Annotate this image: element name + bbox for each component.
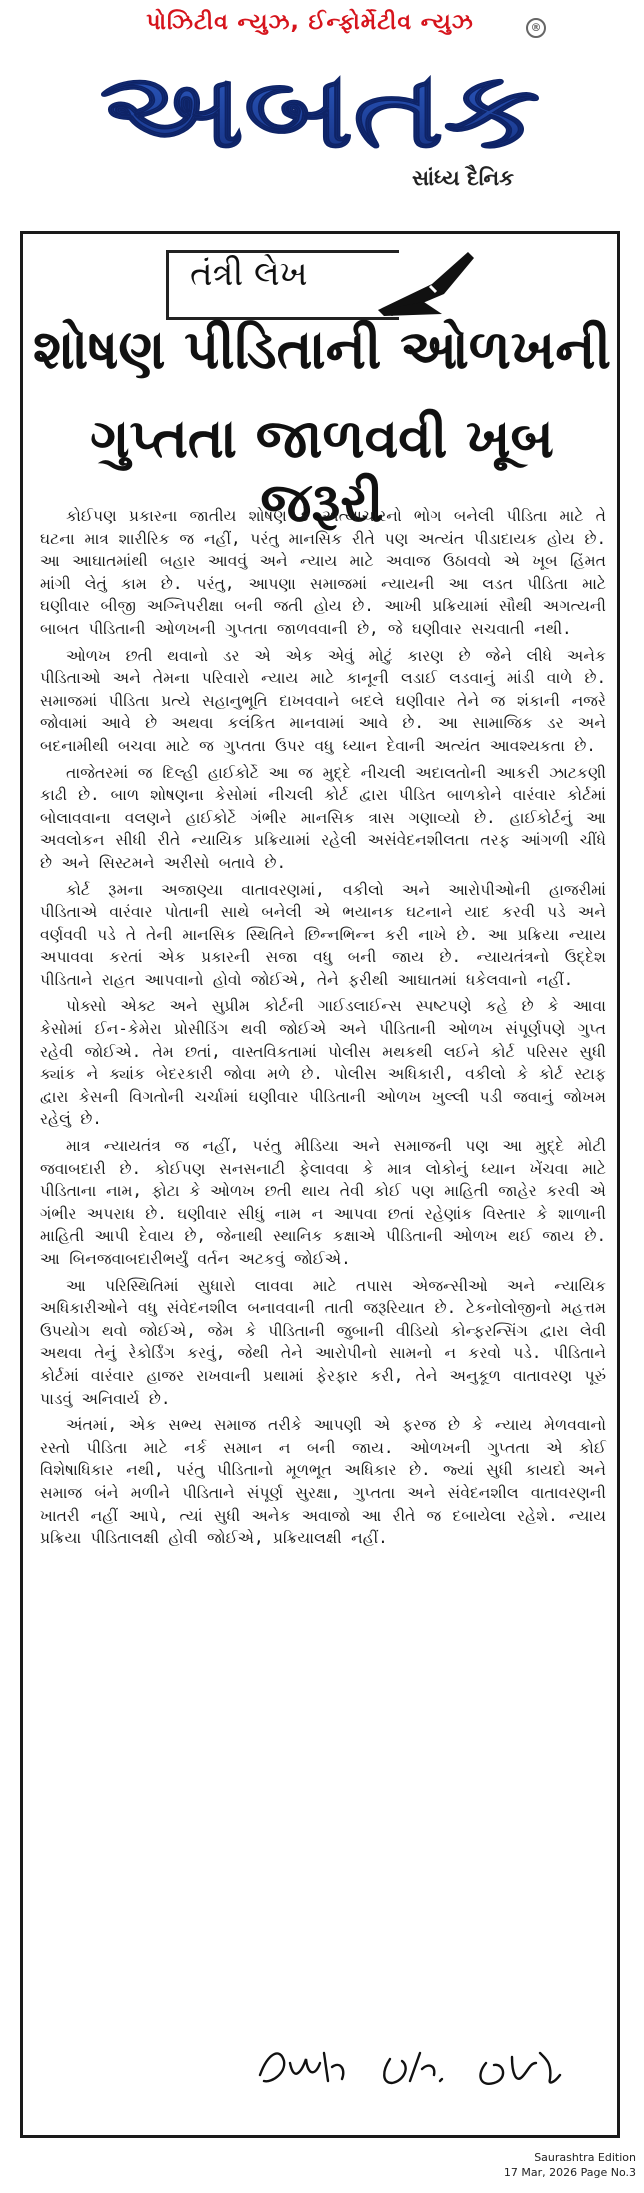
- paragraph: કોર્ટ રૂમના અજાણ્યા વાતાવરણમાં, વકીલો અને આરોપીઓની હાજરીમાં પીડિતાએ વારંવાર પોતાની સાથે બનેલી એ ભયાનક ઘટનાને યાદ કરવી પડે અને વર્ણવવી પડે તે તેની માનસિક સ્થિતિને છિન્નભિન્ન કરી નાખે છે. આ પ્રક્રિયા ન્યાય અપાવવા કરતાં એક પ્રકારની સજા વધુ બની જાય છે. ન્યાયતંત્રનો ઉદ્દેશ પીડિતાને રાહત આપવાનો હોવો જોઈએ, તેને ફરીથી આઘાતમાં ધકેલવાનો નહીં.: [40, 880, 606, 989]
- subhead: સાંધ્ય દૈનિક: [412, 166, 514, 190]
- paragraph: તાજેતરમાં જ દિલ્હી હાઈકોર્ટે આ જ મુદ્દે નીચલી અદાલતોની આકરી ઝાટકણી કાઢી છે. બાળ શોષણના કેસોમાં નીચલી કોર્ટ દ્વારા પીડિત બાળકોને વારંવાર કોર્ટમાં બોલાવવાના વલણને હાઈકોર્ટે ગંભીર માનસિક ત્રાસ ગણાવ્યો છે. હાઈકોર્ટનું આ અવલોકન સીધી રીતે ન્યાયિક પ્રક્રિયામાં રહેલી અસંવેદનશીલતા તરફ આંગળી ચીંધે છે અને સિસ્ટમને અરીસો બતાવે છે.: [40, 763, 606, 872]
- editorial-body: [40, 505, 606, 1554]
- paragraph: પોક્સો એક્ટ અને સુપ્રીમ કોર્ટની ગાઈડલાઈન્સ સ્પષ્ટપણે કહે છે કે આવા કેસોમાં ઈન-કેમેરા પ્રોસીડિંગ થવી જોઈએ અને પીડિતાની ઓળખ સંપૂર્ણપણે ગુપ્ત રહેવી જોઈએ. તેમ છતાં, વાસ્તવિકતામાં પોલીસ મથકથી લઈને કોર્ટ પરિસર સુધી ક્યાંક ને ક્યાંક બેદરકારી જોવા મળે છે. પોલીસ અધિકારી, વકીલો કે કોર્ટ સ્ટાફ દ્વારા કેસની વિગતોની ચર્ચામાં ઘણીવાર પીડિતાની ઓળખ ખુલ્લી પડી જવાનું જોખમ રહેલું છે.: [40, 997, 606, 1129]
- paragraph: ઓળખ છતી થવાનો ડર એ એક એવું મોટું કારણ છે જેને લીધે અનેક પીડિતાઓ અને તેમના પરિવારો ન્યાય માટે કાનૂની લડાઈ લડવાનું માંડી વાળે છે. સમાજમાં પીડિતા પ્રત્યે સહાનુભૂતિ દાખવવાને બદલે ઘણીવાર તેને જ શંકાની નજરે જોવામાં આવે છે અથવા કલંકિત માનવામાં આવે છે. આ સામાજિક ડર અને બદનામીથી બચવા માટે જ ગુપ્તતા ઉપર વધુ ધ્યાન દેવાની અત્યંત આવશ્યકતા છે.: [40, 646, 606, 755]
- section-label-text: તંત્રી લેખ: [190, 254, 308, 294]
- masthead: [0, 0, 644, 215]
- abtak-logo: [95, 54, 545, 164]
- edition-info: [504, 2150, 636, 2180]
- headline-line-2: ગુપ્તતા જાળવવી ખૂબ જરૂરી: [90, 407, 554, 534]
- registered-mark: ®: [526, 18, 546, 38]
- tagline: પોઝિટીવ ન્યુઝ, ઈન્ફોર્મેટીવ ન્યુઝ: [146, 10, 474, 35]
- section-label: [166, 244, 476, 324]
- paragraph: આ પરિસ્થિતિમાં સુધારો લાવવા માટે તપાસ એજન્સીઓ અને ન્યાયિક અધિકારીઓને વધુ સંવેદનશીલ બનાવવાની તાતી જરૂરિયાત છે. ટેકનોલોજીનો મહત્તમ ઉપયોગ થવો જોઈએ, જેમ કે પીડિતાની જુબાની વીડિયો કોન્ફરન્સિંગ દ્વારા લેવી અથવા તેનું રેકોર્ડિંગ કરવું, જેથી તેને આરોપીનો સામનો ન કરવો પડે. પીડિતાને કોર્ટમાં વારંવાર હાજર રાખવાની પ્રથામાં ફેરફાર કરી, તેને અનુકૂળ વાતાવરણ પૂરું પાડવું અનિવાર્ય છે.: [40, 1276, 606, 1408]
- paragraph: માત્ર ન્યાયતંત્ર જ નહીં, પરંતુ મીડિયા અને સમાજની પણ આ મુદ્દે મોટી જવાબદારી છે. કોઈપણ સનસનાટી ફેલાવવા કે માત્ર લોકોનું ધ્યાન ખેંચવા માટે પીડિતાના નામ, ફોટા કે ઓળખ છતી થાય તેવી કોઈ પણ માહિતી જાહેર કરવી એ ગંભીર અપરાધ છે. ઘણીવાર સીધું નામ ન આપવા છતાં રહેણાંક વિસ્તાર કે શાળાની માહિતી આપી દેવાય છે, જેનાથી સ્થાનિક કક્ષાએ પીડિતાની ઓળખ થઈ જાય છે. આ બિનજવાબદારીભર્યું વર્તન અટકવું જોઈએ.: [40, 1137, 606, 1268]
- paragraph: કોઈપણ પ્રકારના જાતીય શોષણ કે અત્યાચારનો ભોગ બનેલી પીડિતા માટે તે ઘટના માત્ર શારીરિક જ નહીં, પરંતુ માનસિક રીતે પણ અત્યંત પીડાદાયક હોય છે. આ આઘાતમાંથી બહાર આવવું અને ન્યાય માટે અવાજ ઉઠાવવો એ ખૂબ હિંમત માંગી લેતું કામ છે. પરંતુ, આપણા સમાજમાં ન્યાયની આ લડત પીડિતા માટે ઘણીવાર બીજી અગ્નિપરીક્ષા બની જતી હોય છે. આખી પ્રક્રિયામાં સૌથી અગત્યની બાબત પીડિતાની ઓળખની ગુપ્તતા જાળવવાની છે, જે ઘણીવાર સચવાતી નથી.: [40, 507, 606, 638]
- paragraph: અંતમાં, એક સભ્ય સમાજ તરીકે આપણી એ ફરજ છે કે ન્યાય મેળવવાનો રસ્તો પીડિતા માટે નર્ક સમાન ન બની જાય. ઓળખની ગુપ્તતા એ કોઈ વિશેષાધિકાર નથી, પરંતુ પીડિતાનો મૂળભૂત અધિકાર છે. જ્યાં સુધી કાયદો અને સમાજ બંને મળીને પીડિતાને સંપૂર્ણ સુરક્ષા, ગુપ્તતા અને સંવેદનશીલ વાતાવરણની ખાતરી નહીં આપે, ત્યાં સુધી અનેક અવાજો આ રીતે જ દબાયેલા રહેશે. ન્યાય પ્રક્રિયા પીડિતાલક્ષી હોવી જોઈએ, પ્રક્રિયાલક્ષી નહીં.: [40, 1416, 606, 1548]
- edition-name: Saurashtra Edition: [534, 2151, 636, 2164]
- editor-signature: [250, 2023, 590, 2103]
- logo-text: અબતક: [100, 54, 540, 164]
- pen-icon: [372, 244, 476, 322]
- headline-line-1: શોષણ પીડિતાની ઓળખની: [33, 318, 611, 381]
- edition-date-page: 17 Mar, 2026 Page No.3: [503, 2166, 636, 2179]
